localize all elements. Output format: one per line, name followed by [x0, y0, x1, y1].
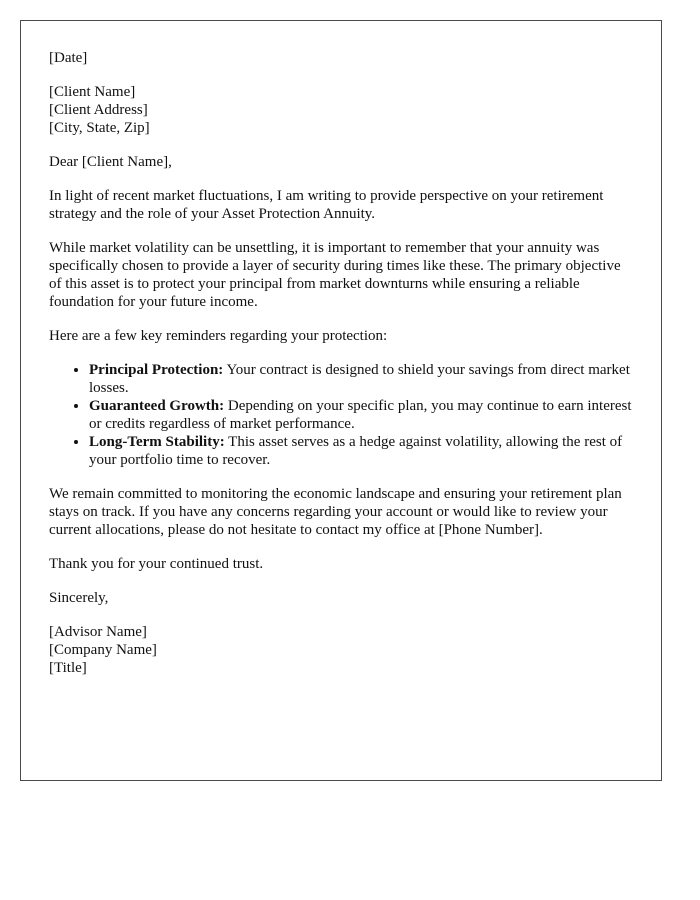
signature-block	[49, 623, 633, 677]
advisor-title: [Title]	[49, 660, 87, 676]
signoff: Sincerely,	[49, 590, 109, 606]
letter-date: [Date]	[49, 50, 88, 66]
reminder-text: Your contract is designed to shield your savings from direct market losses.	[89, 362, 630, 396]
reminders-list	[49, 361, 633, 469]
reminder-title: Guaranteed Growth:	[89, 398, 225, 414]
reminder-text: This asset serves as a hedge against volatility, allowing the rest of your portfolio time to recover.	[89, 434, 623, 468]
volatility-paragraph: While market volatility can be unsettling, it is important to remember that your annuity was specifically chosen to provide a layer of security during times like these. The primary objective of this asset is to protect your principal from market downturns while ensuring a reliable foundation for your future income.	[49, 240, 621, 310]
advisor-name: [Advisor Name]	[49, 624, 147, 640]
commitment-paragraph: We remain committed to monitoring the economic landscape and ensuring your retirement plan stays on track. If you have any concerns regarding your account or would like to review your current allocations, please do not hesitate to contact my office at [Phone Number].	[49, 486, 622, 538]
thanks-paragraph: Thank you for your continued trust.	[49, 556, 264, 572]
list-item	[89, 361, 633, 397]
list-item	[89, 433, 633, 469]
recipient-city-state-zip: [City, State, Zip]	[49, 120, 150, 136]
list-item	[89, 397, 633, 433]
recipient-block	[49, 83, 633, 137]
reminder-title: Principal Protection:	[89, 362, 224, 378]
recipient-address: [Client Address]	[49, 102, 148, 118]
reminder-text: Depending on your specific plan, you may continue to earn interest or credits regardless of market performance.	[89, 398, 632, 432]
reminders-intro: Here are a few key reminders regarding your protection:	[49, 328, 388, 344]
recipient-name: [Client Name]	[49, 84, 136, 100]
salutation: Dear [Client Name],	[49, 154, 172, 170]
company-name: [Company Name]	[49, 642, 157, 658]
reminder-title: Long-Term Stability:	[89, 434, 225, 450]
intro-paragraph: In light of recent market fluctuations, I am writing to provide perspective on your retirement strategy and the role of your Asset Protection Annuity.	[49, 188, 604, 222]
letter-page	[20, 20, 662, 781]
